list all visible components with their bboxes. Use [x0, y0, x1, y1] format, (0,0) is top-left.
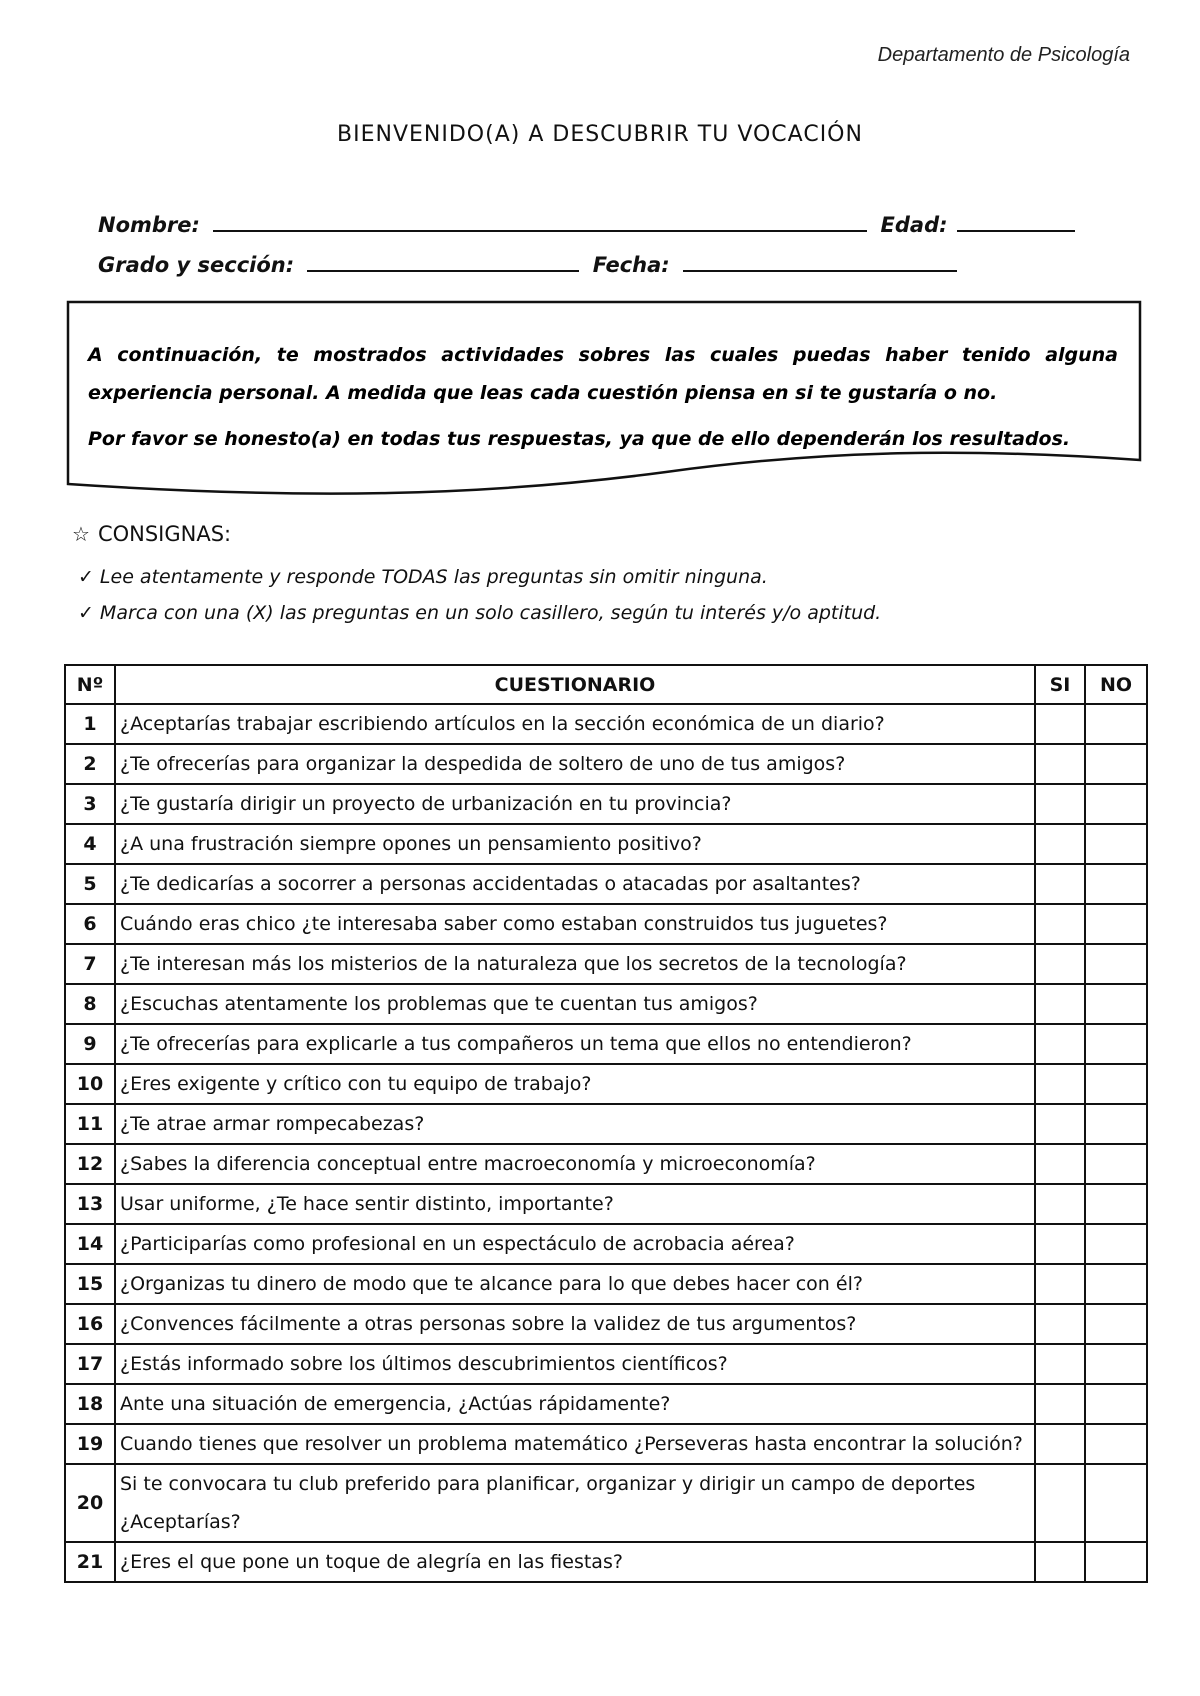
answer-no-cell[interactable] [1085, 1104, 1147, 1144]
question-number: 6 [65, 904, 115, 944]
question-number: 12 [65, 1144, 115, 1184]
question-text: ¿Te dedicarías a socorrer a personas accidentadas o atacadas por asaltantes? [115, 864, 1035, 904]
question-number: 21 [65, 1542, 115, 1582]
header-no: NO [1085, 665, 1147, 704]
question-text: ¿Te ofrecerías para explicarle a tus compañeros un tema que ellos no entendieron? [115, 1024, 1035, 1064]
intro-paragraph-2: Por favor se honesto(a) en todas tus respuestas, ya que de ello dependerán los resultados. [88, 428, 1071, 450]
header-yes: SI [1035, 665, 1085, 704]
answer-yes-cell[interactable] [1035, 1104, 1085, 1144]
question-text: ¿Escuchas atentamente los problemas que te cuentan tus amigos? [115, 984, 1035, 1024]
question-text: ¿Aceptarías trabajar escribiendo artículos en la sección económica de un diario? [115, 704, 1035, 744]
answer-no-cell[interactable] [1085, 1064, 1147, 1104]
date-field[interactable] [683, 248, 957, 272]
table-row [65, 1542, 1147, 1582]
answer-yes-cell[interactable] [1035, 744, 1085, 784]
grade-label: Grado y sección: [98, 253, 295, 277]
table-row [65, 704, 1147, 744]
grade-field[interactable] [307, 248, 579, 272]
page-title: BIENVENIDO(A) A DESCUBRIR TU VOCACIÓN [337, 122, 863, 147]
answer-no-cell[interactable] [1085, 904, 1147, 944]
table-row [65, 1424, 1147, 1464]
question-number: 16 [65, 1304, 115, 1344]
answer-yes-cell[interactable] [1035, 984, 1085, 1024]
answer-no-cell[interactable] [1085, 1024, 1147, 1064]
table-row [65, 1264, 1147, 1304]
table-row [65, 864, 1147, 904]
table-row [65, 1064, 1147, 1104]
name-field[interactable] [213, 208, 867, 232]
answer-no-cell[interactable] [1085, 1144, 1147, 1184]
age-label: Edad: [880, 213, 948, 237]
consigna-item: ✓ Marca con una (X) las preguntas en un solo casillero, según tu interés y/o aptitud. [78, 602, 882, 624]
header-num: Nº [65, 665, 115, 704]
answer-yes-cell[interactable] [1035, 944, 1085, 984]
answer-yes-cell[interactable] [1035, 1024, 1085, 1064]
question-text: ¿A una frustración siempre opones un pensamiento positivo? [115, 824, 1035, 864]
header-question: CUESTIONARIO [115, 665, 1035, 704]
answer-no-cell[interactable] [1085, 1464, 1147, 1542]
table-row [65, 904, 1147, 944]
question-number: 1 [65, 704, 115, 744]
answer-yes-cell[interactable] [1035, 1264, 1085, 1304]
questionnaire-table [64, 664, 1148, 1583]
answer-yes-cell[interactable] [1035, 1424, 1085, 1464]
question-text: ¿Sabes la diferencia conceptual entre macroeconomía y microeconomía? [115, 1144, 1035, 1184]
question-number: 5 [65, 864, 115, 904]
question-number: 13 [65, 1184, 115, 1224]
question-number: 9 [65, 1024, 115, 1064]
answer-no-cell[interactable] [1085, 824, 1147, 864]
question-text: ¿Te atrae armar rompecabezas? [115, 1104, 1035, 1144]
answer-yes-cell[interactable] [1035, 1144, 1085, 1184]
answer-no-cell[interactable] [1085, 944, 1147, 984]
answer-no-cell[interactable] [1085, 1224, 1147, 1264]
answer-no-cell[interactable] [1085, 1264, 1147, 1304]
question-number: 7 [65, 944, 115, 984]
table-row [65, 1024, 1147, 1064]
question-text: ¿Organizas tu dinero de modo que te alcance para lo que debes hacer con él? [115, 1264, 1035, 1304]
question-number: 19 [65, 1424, 115, 1464]
answer-yes-cell[interactable] [1035, 704, 1085, 744]
answer-no-cell[interactable] [1085, 1542, 1147, 1582]
question-text: ¿Estás informado sobre los últimos descubrimientos científicos? [115, 1344, 1035, 1384]
name-age-line [98, 208, 1081, 237]
answer-yes-cell[interactable] [1035, 904, 1085, 944]
table-row [65, 984, 1147, 1024]
name-label: Nombre: [98, 213, 200, 237]
answer-no-cell[interactable] [1085, 1384, 1147, 1424]
question-number: 15 [65, 1264, 115, 1304]
answer-yes-cell[interactable] [1035, 824, 1085, 864]
answer-yes-cell[interactable] [1035, 1542, 1085, 1582]
table-row [65, 1344, 1147, 1384]
answer-no-cell[interactable] [1085, 784, 1147, 824]
answer-yes-cell[interactable] [1035, 1224, 1085, 1264]
question-text: ¿Participarías como profesional en un espectáculo de acrobacia aérea? [115, 1224, 1035, 1264]
answer-yes-cell[interactable] [1035, 1304, 1085, 1344]
answer-no-cell[interactable] [1085, 984, 1147, 1024]
consigna-item: ✓ Lee atentamente y responde TODAS las preguntas sin omitir ninguna. [78, 566, 768, 588]
question-text: ¿Convences fácilmente a otras personas sobre la validez de tus argumentos? [115, 1304, 1035, 1344]
answer-no-cell[interactable] [1085, 1304, 1147, 1344]
answer-yes-cell[interactable] [1035, 864, 1085, 904]
intro-text [88, 336, 1118, 458]
question-text: ¿Eres exigente y crítico con tu equipo de trabajo? [115, 1064, 1035, 1104]
question-text: Si te convocara tu club preferido para planificar, organizar y dirigir un campo de deportes ¿Aceptarías? [115, 1464, 1035, 1542]
table-row [65, 1384, 1147, 1424]
answer-yes-cell[interactable] [1035, 1344, 1085, 1384]
check-icon: ✓ [78, 602, 94, 624]
question-number: 10 [65, 1064, 115, 1104]
answer-no-cell[interactable] [1085, 1344, 1147, 1384]
question-number: 11 [65, 1104, 115, 1144]
question-number: 14 [65, 1224, 115, 1264]
question-number: 8 [65, 984, 115, 1024]
table-row [65, 1144, 1147, 1184]
answer-no-cell[interactable] [1085, 704, 1147, 744]
check-icon: ✓ [78, 566, 94, 588]
table-row [65, 1224, 1147, 1264]
department-header: Departamento de Psicología [877, 44, 1130, 66]
question-text: Usar uniforme, ¿Te hace sentir distinto, importante? [115, 1184, 1035, 1224]
table-row [65, 824, 1147, 864]
question-number: 20 [65, 1464, 115, 1542]
table-row [65, 1184, 1147, 1224]
date-label: Fecha: [592, 253, 670, 277]
consignas-title: CONSIGNAS: [97, 522, 232, 546]
answer-yes-cell[interactable] [1035, 1464, 1085, 1542]
consignas-heading [72, 522, 231, 546]
star-icon: ☆ [72, 522, 90, 546]
answer-no-cell[interactable] [1085, 864, 1147, 904]
question-number: 18 [65, 1384, 115, 1424]
grade-date-line [98, 248, 963, 277]
intro-box [66, 300, 1142, 502]
question-text: Cuando tienes que resolver un problema matemático ¿Perseveras hasta encontrar la solución? [115, 1424, 1035, 1464]
table-row [65, 1464, 1147, 1542]
answer-yes-cell[interactable] [1035, 1064, 1085, 1104]
table-row [65, 1304, 1147, 1344]
table-row [65, 1104, 1147, 1144]
question-text: ¿Te ofrecerías para organizar la despedida de soltero de uno de tus amigos? [115, 744, 1035, 784]
table-row [65, 744, 1147, 784]
answer-yes-cell[interactable] [1035, 1384, 1085, 1424]
answer-yes-cell[interactable] [1035, 1184, 1085, 1224]
answer-no-cell[interactable] [1085, 1424, 1147, 1464]
questionnaire-body [65, 704, 1147, 1582]
table-row [65, 784, 1147, 824]
question-text: Ante una situación de emergencia, ¿Actúas rápidamente? [115, 1384, 1035, 1424]
table-header-row [65, 665, 1147, 704]
intro-paragraph-1: A continuación, te mostrados actividades sobres las cuales puedas haber tenido alguna experiencia personal. A medida que leas cada cuestión piensa en si te gustaría o no. [88, 344, 1118, 404]
question-number: 17 [65, 1344, 115, 1384]
age-field[interactable] [957, 208, 1075, 232]
question-text: ¿Te gustaría dirigir un proyecto de urbanización en tu provincia? [115, 784, 1035, 824]
table-row [65, 944, 1147, 984]
answer-yes-cell[interactable] [1035, 784, 1085, 824]
question-number: 2 [65, 744, 115, 784]
question-text: Cuándo eras chico ¿te interesaba saber como estaban construidos tus juguetes? [115, 904, 1035, 944]
question-text: ¿Te interesan más los misterios de la naturaleza que los secretos de la tecnología? [115, 944, 1035, 984]
answer-no-cell[interactable] [1085, 1184, 1147, 1224]
question-number: 3 [65, 784, 115, 824]
answer-no-cell[interactable] [1085, 744, 1147, 784]
question-number: 4 [65, 824, 115, 864]
question-text: ¿Eres el que pone un toque de alegría en las fiestas? [115, 1542, 1035, 1582]
